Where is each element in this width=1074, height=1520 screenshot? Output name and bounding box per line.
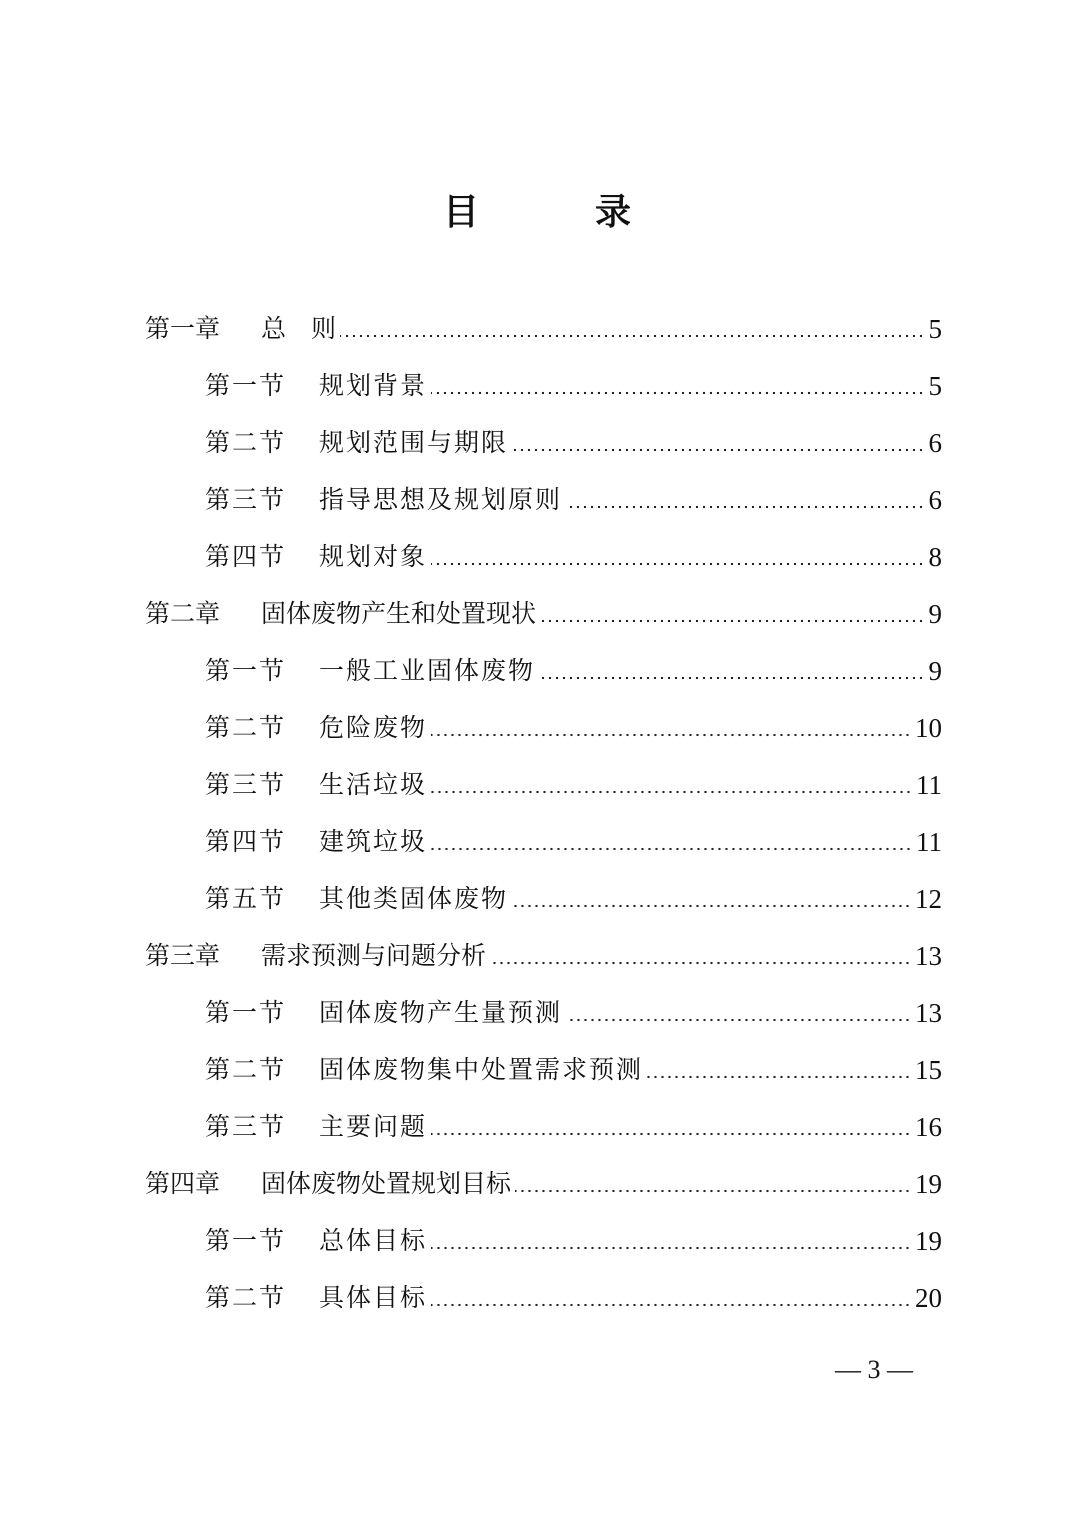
- toc-entry-number: 第三节: [205, 1111, 287, 1141]
- toc-entry-label: 规划范围与期限: [319, 427, 509, 457]
- toc-entry-label: 固体废物产生和处置现状: [261, 598, 537, 628]
- toc-entry-label: 其他类固体废物: [319, 883, 509, 913]
- toc-entry-label: 总 则: [261, 313, 337, 343]
- toc-entry-page: 5: [928, 313, 942, 344]
- dot-leader: [431, 790, 912, 794]
- dot-leader: [540, 619, 924, 623]
- toc-entry-page: 11: [916, 769, 942, 800]
- toc-entry-page: 13: [915, 940, 942, 971]
- toc-entry-number: 第四章: [145, 1168, 221, 1198]
- toc-entry-label: 总体目标: [319, 1225, 428, 1255]
- toc-entry-page: 10: [915, 712, 942, 743]
- toc-entry-number: 第一章: [145, 313, 221, 343]
- toc-section-1-3[interactable]: [205, 471, 942, 528]
- toc-entry-label: 一般工业固体废物: [319, 655, 536, 685]
- dot-leader: [431, 1246, 911, 1250]
- toc-entry-label: 具体目标: [319, 1282, 428, 1312]
- toc-entry-page: 20: [915, 1282, 942, 1313]
- toc-section-3-2[interactable]: [205, 1041, 942, 1098]
- toc-chapter-4[interactable]: [145, 1155, 942, 1212]
- dot-leader: [431, 847, 912, 851]
- toc-entry-label: 规划背景: [319, 370, 428, 400]
- toc-entry-label: 建筑垃圾: [319, 826, 428, 856]
- page-number: — 3 —: [835, 1355, 913, 1384]
- toc-entry-page: 15: [915, 1054, 942, 1085]
- toc-section-1-1[interactable]: [205, 357, 942, 414]
- toc-entry-page: 13: [915, 997, 942, 1028]
- toc-section-4-1[interactable]: [205, 1212, 942, 1269]
- dot-leader: [512, 448, 924, 452]
- toc-entry-number: 第二节: [205, 712, 287, 742]
- toc-section-1-2[interactable]: [205, 414, 942, 471]
- toc-chapter-3[interactable]: [145, 927, 942, 984]
- toc-entry-number: 第三节: [205, 769, 287, 799]
- dot-leader: [431, 391, 924, 395]
- toc-entry-label: 生活垃圾: [319, 769, 428, 799]
- toc-section-4-2[interactable]: [205, 1269, 942, 1326]
- dot-leader: [539, 676, 924, 680]
- toc-entry-page: 9: [928, 655, 942, 686]
- toc-entry-label: 固体废物集中处置需求预测: [319, 1054, 644, 1084]
- dot-leader: [431, 733, 911, 737]
- dot-leader: [515, 1189, 911, 1193]
- toc-entry-page: 8: [928, 541, 942, 572]
- toc-section-1-4[interactable]: [205, 528, 942, 585]
- toc-entry-page: 16: [915, 1111, 942, 1142]
- dot-leader: [566, 505, 924, 509]
- dot-leader: [431, 1303, 911, 1307]
- toc-entry-page: 6: [928, 484, 942, 515]
- toc-entry-page: 5: [928, 370, 942, 401]
- toc-entry-label: 指导思想及规划原则: [319, 484, 563, 514]
- toc-entry-number: 第一节: [205, 997, 287, 1027]
- toc-section-3-1[interactable]: [205, 984, 942, 1041]
- dot-leader: [490, 961, 911, 965]
- dot-leader: [566, 1018, 911, 1022]
- toc-section-2-4[interactable]: [205, 813, 942, 870]
- toc-entry-number: 第二节: [205, 427, 287, 457]
- dot-leader: [340, 334, 924, 338]
- dot-leader: [431, 1132, 911, 1136]
- toc-entry-label: 固体废物处置规划目标: [261, 1168, 512, 1198]
- toc-entry-number: 第三节: [205, 484, 287, 514]
- toc-entry-label: 危险废物: [319, 712, 428, 742]
- dot-leader: [647, 1075, 911, 1079]
- toc-entry-number: 第二节: [205, 1054, 287, 1084]
- dot-leader: [431, 562, 924, 566]
- toc-entry-label: 规划对象: [319, 541, 428, 571]
- toc-entry-page: 6: [928, 427, 942, 458]
- toc-chapter-2[interactable]: [145, 585, 942, 642]
- toc-entry-number: 第五节: [205, 883, 287, 913]
- page-title: 目 录: [442, 192, 671, 233]
- toc-entry-page: 19: [915, 1168, 942, 1199]
- toc-entry-number: 第一节: [205, 1225, 287, 1255]
- toc-section-2-5[interactable]: [205, 870, 942, 927]
- toc-entry-label: 固体废物产生量预测: [319, 997, 563, 1027]
- toc-entry-label: 需求预测与问题分析: [261, 940, 487, 970]
- toc-entry-number: 第一节: [205, 370, 287, 400]
- toc-section-3-3[interactable]: [205, 1098, 942, 1155]
- toc-chapter-1[interactable]: [145, 300, 942, 357]
- toc-entry-page: 9: [928, 598, 942, 629]
- toc-entry-number: 第三章: [145, 940, 221, 970]
- toc-entry-page: 11: [916, 826, 942, 857]
- toc-entry-number: 第一节: [205, 655, 287, 685]
- toc-entry-number: 第二节: [205, 1282, 287, 1312]
- toc-entry-page: 12: [915, 883, 942, 914]
- toc-section-2-3[interactable]: [205, 756, 942, 813]
- toc-section-2-1[interactable]: [205, 642, 942, 699]
- toc-entry-label: 主要问题: [319, 1111, 428, 1141]
- toc-entry-number: 第四节: [205, 826, 287, 856]
- toc-entry-page: 19: [915, 1225, 942, 1256]
- toc-entry-number: 第四节: [205, 541, 287, 571]
- dot-leader: [512, 904, 911, 908]
- toc-section-2-2[interactable]: [205, 699, 942, 756]
- toc-entry-number: 第二章: [145, 598, 221, 628]
